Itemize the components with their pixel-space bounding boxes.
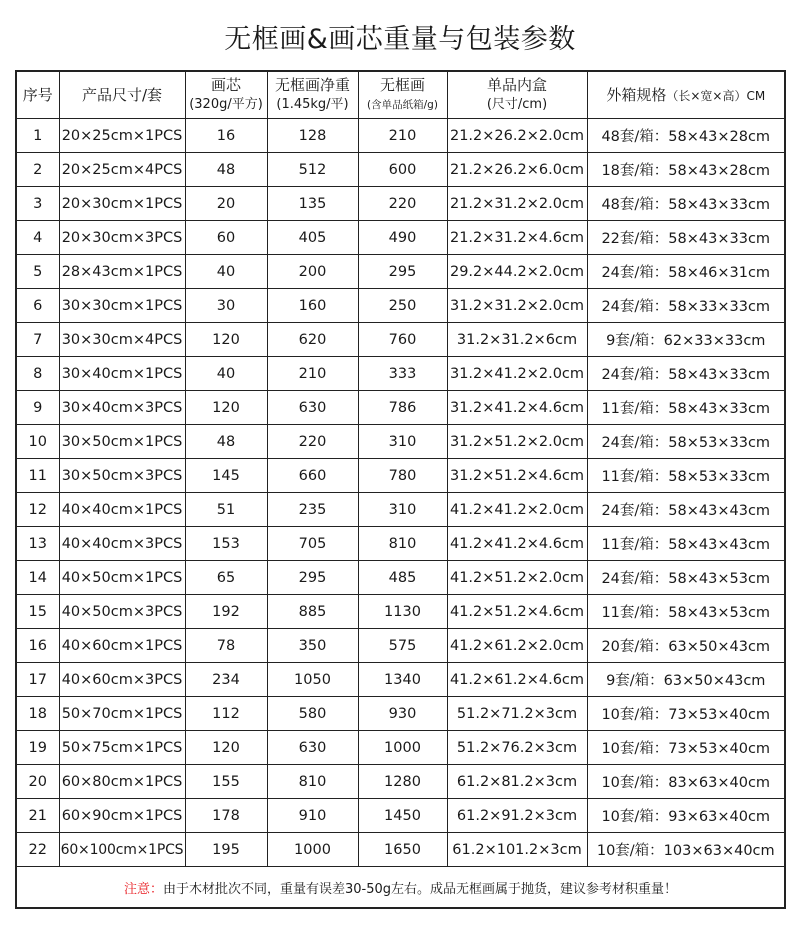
- cell-net-weight: 620: [267, 323, 358, 357]
- cell-outer-carton: 10套/箱：73×53×40cm: [587, 731, 785, 765]
- cell-index: 20: [16, 765, 59, 799]
- cell-index: 21: [16, 799, 59, 833]
- cell-net-weight: 885: [267, 595, 358, 629]
- cell-inner-box: 41.2×61.2×2.0cm: [447, 629, 587, 663]
- cell-index: 9: [16, 391, 59, 425]
- cell-net-weight: 1050: [267, 663, 358, 697]
- table-row: [16, 833, 785, 867]
- cell-core-weight: 145: [185, 459, 267, 493]
- table-row: [16, 731, 785, 765]
- cell-core-weight: 51: [185, 493, 267, 527]
- cell-core-weight: 20: [185, 187, 267, 221]
- cell-product-size: 28×43cm×1PCS: [59, 255, 185, 289]
- cell-boxed-weight: 786: [358, 391, 447, 425]
- cell-core-weight: 120: [185, 731, 267, 765]
- cell-outer-carton: 20套/箱：63×50×43cm: [587, 629, 785, 663]
- cell-boxed-weight: 810: [358, 527, 447, 561]
- cell-product-size: 60×90cm×1PCS: [59, 799, 185, 833]
- cell-outer-carton: 24套/箱：58×43×33cm: [587, 357, 785, 391]
- cell-net-weight: 705: [267, 527, 358, 561]
- cell-net-weight: 1000: [267, 833, 358, 867]
- cell-outer-carton: 9套/箱：63×50×43cm: [587, 663, 785, 697]
- cell-boxed-weight: 1000: [358, 731, 447, 765]
- cell-net-weight: 910: [267, 799, 358, 833]
- cell-inner-box: 31.2×31.2×2.0cm: [447, 289, 587, 323]
- cell-inner-box: 61.2×91.2×3cm: [447, 799, 587, 833]
- cell-net-weight: 160: [267, 289, 358, 323]
- cell-outer-carton: 48套/箱：58×43×28cm: [587, 119, 785, 153]
- table-row: [16, 493, 785, 527]
- header-row: [16, 71, 785, 119]
- cell-core-weight: 192: [185, 595, 267, 629]
- cell-index: 16: [16, 629, 59, 663]
- cell-outer-carton: 24套/箱：58×43×53cm: [587, 561, 785, 595]
- cell-outer-carton: 11套/箱：58×53×33cm: [587, 459, 785, 493]
- cell-net-weight: 128: [267, 119, 358, 153]
- cell-outer-carton: 9套/箱：62×33×33cm: [587, 323, 785, 357]
- cell-product-size: 20×30cm×1PCS: [59, 187, 185, 221]
- cell-outer-carton: 10套/箱：83×63×40cm: [587, 765, 785, 799]
- cell-product-size: 60×80cm×1PCS: [59, 765, 185, 799]
- cell-boxed-weight: 575: [358, 629, 447, 663]
- cell-core-weight: 112: [185, 697, 267, 731]
- cell-boxed-weight: 600: [358, 153, 447, 187]
- cell-index: 6: [16, 289, 59, 323]
- cell-core-weight: 60: [185, 221, 267, 255]
- table-row: [16, 323, 785, 357]
- cell-core-weight: 40: [185, 255, 267, 289]
- cell-product-size: 30×50cm×1PCS: [59, 425, 185, 459]
- table-row: [16, 697, 785, 731]
- cell-index: 15: [16, 595, 59, 629]
- cell-index: 4: [16, 221, 59, 255]
- cell-core-weight: 78: [185, 629, 267, 663]
- cell-boxed-weight: 930: [358, 697, 447, 731]
- cell-net-weight: 405: [267, 221, 358, 255]
- cell-boxed-weight: 780: [358, 459, 447, 493]
- cell-product-size: 40×40cm×3PCS: [59, 527, 185, 561]
- table-row: [16, 153, 785, 187]
- cell-product-size: 30×30cm×1PCS: [59, 289, 185, 323]
- cell-product-size: 40×50cm×1PCS: [59, 561, 185, 595]
- cell-boxed-weight: 310: [358, 425, 447, 459]
- cell-core-weight: 65: [185, 561, 267, 595]
- cell-boxed-weight: 220: [358, 187, 447, 221]
- cell-index: 18: [16, 697, 59, 731]
- cell-outer-carton: 10套/箱：73×53×40cm: [587, 697, 785, 731]
- cell-core-weight: 48: [185, 153, 267, 187]
- table-row: [16, 459, 785, 493]
- cell-inner-box: 61.2×81.2×3cm: [447, 765, 587, 799]
- cell-core-weight: 178: [185, 799, 267, 833]
- cell-core-weight: 40: [185, 357, 267, 391]
- cell-boxed-weight: 1280: [358, 765, 447, 799]
- cell-index: 14: [16, 561, 59, 595]
- cell-inner-box: 41.2×61.2×4.6cm: [447, 663, 587, 697]
- cell-inner-box: 21.2×26.2×6.0cm: [447, 153, 587, 187]
- cell-product-size: 50×70cm×1PCS: [59, 697, 185, 731]
- cell-outer-carton: 24套/箱：58×46×31cm: [587, 255, 785, 289]
- cell-index: 19: [16, 731, 59, 765]
- cell-net-weight: 350: [267, 629, 358, 663]
- cell-inner-box: 51.2×76.2×3cm: [447, 731, 587, 765]
- cell-outer-carton: 10套/箱：103×63×40cm: [587, 833, 785, 867]
- header-inner-box: 单品内盒 (尺寸/cm): [447, 71, 587, 119]
- cell-outer-carton: 48套/箱：58×43×33cm: [587, 187, 785, 221]
- cell-product-size: 50×75cm×1PCS: [59, 731, 185, 765]
- cell-inner-box: 21.2×31.2×4.6cm: [447, 221, 587, 255]
- cell-core-weight: 120: [185, 323, 267, 357]
- table-row: [16, 765, 785, 799]
- cell-boxed-weight: 295: [358, 255, 447, 289]
- cell-inner-box: 31.2×41.2×2.0cm: [447, 357, 587, 391]
- cell-product-size: 30×30cm×4PCS: [59, 323, 185, 357]
- cell-net-weight: 630: [267, 731, 358, 765]
- cell-product-size: 60×100cm×1PCS: [59, 833, 185, 867]
- cell-net-weight: 580: [267, 697, 358, 731]
- cell-outer-carton: 24套/箱：58×43×43cm: [587, 493, 785, 527]
- cell-outer-carton: 11套/箱：58×43×43cm: [587, 527, 785, 561]
- table-row: [16, 221, 785, 255]
- cell-inner-box: 31.2×41.2×4.6cm: [447, 391, 587, 425]
- cell-index: 17: [16, 663, 59, 697]
- cell-inner-box: 41.2×41.2×2.0cm: [447, 493, 587, 527]
- cell-product-size: 40×40cm×1PCS: [59, 493, 185, 527]
- cell-outer-carton: 18套/箱：58×43×28cm: [587, 153, 785, 187]
- packaging-spec-table: [15, 70, 786, 909]
- table-row: [16, 663, 785, 697]
- cell-net-weight: 512: [267, 153, 358, 187]
- table-row: [16, 255, 785, 289]
- header-product-size: 产品尺寸/套: [59, 71, 185, 119]
- cell-boxed-weight: 485: [358, 561, 447, 595]
- cell-outer-carton: 11套/箱：58×43×33cm: [587, 391, 785, 425]
- table-row: [16, 391, 785, 425]
- cell-outer-carton: 24套/箱：58×53×33cm: [587, 425, 785, 459]
- table-row: [16, 561, 785, 595]
- cell-index: 8: [16, 357, 59, 391]
- cell-product-size: 40×60cm×1PCS: [59, 629, 185, 663]
- cell-inner-box: 61.2×101.2×3cm: [447, 833, 587, 867]
- header-core-weight: 画芯 (320g/平方): [185, 71, 267, 119]
- header-boxed-weight: 无框画 (含单品纸箱/g): [358, 71, 447, 119]
- cell-inner-box: 31.2×51.2×4.6cm: [447, 459, 587, 493]
- note-label: 注意：: [123, 881, 163, 897]
- table-row: [16, 629, 785, 663]
- cell-index: 22: [16, 833, 59, 867]
- cell-index: 5: [16, 255, 59, 289]
- table-row: [16, 357, 785, 391]
- table-row: [16, 119, 785, 153]
- header-index: 序号: [16, 71, 59, 119]
- note-text: 由于木材批次不同，重量有误差30-50g左右。成品无框画属于抛货，建议参考材积重量！: [162, 881, 678, 897]
- cell-inner-box: 31.2×31.2×6cm: [447, 323, 587, 357]
- note-cell: [16, 867, 785, 909]
- header-outer-carton: 外箱规格（长×宽×高）CM: [587, 71, 785, 119]
- cell-core-weight: 195: [185, 833, 267, 867]
- table-row: [16, 289, 785, 323]
- cell-product-size: 20×25cm×1PCS: [59, 119, 185, 153]
- cell-product-size: 30×40cm×3PCS: [59, 391, 185, 425]
- cell-inner-box: 31.2×51.2×2.0cm: [447, 425, 587, 459]
- cell-boxed-weight: 1340: [358, 663, 447, 697]
- cell-net-weight: 660: [267, 459, 358, 493]
- cell-boxed-weight: 1450: [358, 799, 447, 833]
- cell-core-weight: 48: [185, 425, 267, 459]
- cell-inner-box: 41.2×41.2×4.6cm: [447, 527, 587, 561]
- cell-index: 12: [16, 493, 59, 527]
- page-title: 无框画&画芯重量与包装参数: [224, 24, 576, 55]
- cell-net-weight: 200: [267, 255, 358, 289]
- cell-net-weight: 295: [267, 561, 358, 595]
- cell-index: 2: [16, 153, 59, 187]
- cell-inner-box: 51.2×71.2×3cm: [447, 697, 587, 731]
- cell-product-size: 30×50cm×3PCS: [59, 459, 185, 493]
- cell-boxed-weight: 1130: [358, 595, 447, 629]
- cell-outer-carton: 22套/箱：58×43×33cm: [587, 221, 785, 255]
- cell-product-size: 20×25cm×4PCS: [59, 153, 185, 187]
- cell-boxed-weight: 250: [358, 289, 447, 323]
- cell-index: 10: [16, 425, 59, 459]
- cell-boxed-weight: 490: [358, 221, 447, 255]
- header-net-weight: 无框画净重 (1.45kg/平): [267, 71, 358, 119]
- cell-outer-carton: 24套/箱：58×33×33cm: [587, 289, 785, 323]
- cell-product-size: 40×60cm×3PCS: [59, 663, 185, 697]
- cell-index: 13: [16, 527, 59, 561]
- note-row: [16, 867, 785, 909]
- cell-boxed-weight: 333: [358, 357, 447, 391]
- cell-core-weight: 16: [185, 119, 267, 153]
- cell-outer-carton: 10套/箱：93×63×40cm: [587, 799, 785, 833]
- cell-inner-box: 21.2×31.2×2.0cm: [447, 187, 587, 221]
- cell-core-weight: 155: [185, 765, 267, 799]
- cell-net-weight: 810: [267, 765, 358, 799]
- cell-index: 7: [16, 323, 59, 357]
- cell-product-size: 30×40cm×1PCS: [59, 357, 185, 391]
- cell-boxed-weight: 1650: [358, 833, 447, 867]
- cell-net-weight: 630: [267, 391, 358, 425]
- cell-net-weight: 135: [267, 187, 358, 221]
- table-row: [16, 425, 785, 459]
- cell-net-weight: 220: [267, 425, 358, 459]
- cell-core-weight: 120: [185, 391, 267, 425]
- cell-core-weight: 234: [185, 663, 267, 697]
- cell-boxed-weight: 760: [358, 323, 447, 357]
- table-row: [16, 595, 785, 629]
- cell-core-weight: 30: [185, 289, 267, 323]
- cell-product-size: 20×30cm×3PCS: [59, 221, 185, 255]
- cell-inner-box: 41.2×51.2×4.6cm: [447, 595, 587, 629]
- table-row: [16, 527, 785, 561]
- cell-outer-carton: 11套/箱：58×43×53cm: [587, 595, 785, 629]
- cell-boxed-weight: 310: [358, 493, 447, 527]
- cell-index: 3: [16, 187, 59, 221]
- cell-product-size: 40×50cm×3PCS: [59, 595, 185, 629]
- cell-net-weight: 235: [267, 493, 358, 527]
- cell-inner-box: 41.2×51.2×2.0cm: [447, 561, 587, 595]
- cell-net-weight: 210: [267, 357, 358, 391]
- cell-index: 1: [16, 119, 59, 153]
- cell-inner-box: 29.2×44.2×2.0cm: [447, 255, 587, 289]
- table-row: [16, 799, 785, 833]
- cell-core-weight: 153: [185, 527, 267, 561]
- table-row: [16, 187, 785, 221]
- cell-inner-box: 21.2×26.2×2.0cm: [447, 119, 587, 153]
- cell-index: 11: [16, 459, 59, 493]
- cell-boxed-weight: 210: [358, 119, 447, 153]
